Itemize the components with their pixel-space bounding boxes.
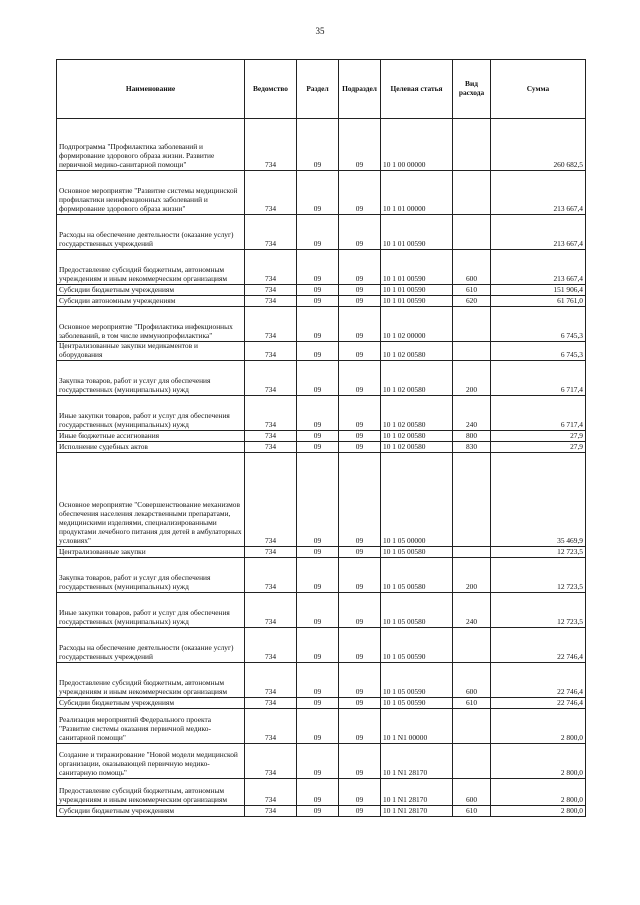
cell-name: Иные закупки товаров, работ и услуг для обеспечения государственных (муниципальных) нужд <box>57 395 245 430</box>
cell-dept: 734 <box>245 592 297 627</box>
cell-target: 10 1 02 00580 <box>381 395 453 430</box>
cell-target: 10 1 01 00590 <box>381 215 453 250</box>
cell-dept: 734 <box>245 342 297 361</box>
cell-name: Централизованные закупки медикаментов и оборудования <box>57 342 245 361</box>
table-row <box>57 627 586 662</box>
cell-section: 09 <box>297 307 339 342</box>
cell-sum: 22 746,4 <box>491 627 586 662</box>
cell-sum: 6 717,4 <box>491 360 586 395</box>
cell-section: 09 <box>297 697 339 708</box>
cell-sum: 2 800,0 <box>491 743 586 778</box>
cell-subsection: 09 <box>339 546 381 557</box>
cell-name: Иные бюджетные ассигнования <box>57 430 245 441</box>
table-row <box>57 743 586 778</box>
table-row <box>57 119 586 171</box>
cell-subsection: 09 <box>339 430 381 441</box>
cell-subsection: 09 <box>339 627 381 662</box>
cell-type <box>453 307 491 342</box>
cell-subsection: 09 <box>339 285 381 296</box>
cell-dept: 734 <box>245 662 297 697</box>
cell-sum: 61 761,0 <box>491 296 586 307</box>
table-row <box>57 307 586 342</box>
cell-subsection: 09 <box>339 395 381 430</box>
cell-dept: 734 <box>245 171 297 215</box>
header-name: Наименование <box>57 60 245 119</box>
cell-target: 10 1 02 00000 <box>381 307 453 342</box>
table-row <box>57 395 586 430</box>
cell-name: Субсидии автономным учреждениям <box>57 296 245 307</box>
cell-dept: 734 <box>245 430 297 441</box>
table-row <box>57 452 586 546</box>
cell-target: 10 1 N1 28170 <box>381 778 453 805</box>
cell-subsection: 09 <box>339 296 381 307</box>
cell-target: 10 1 N1 28170 <box>381 743 453 778</box>
cell-type <box>453 708 491 743</box>
table-row <box>57 430 586 441</box>
cell-section: 09 <box>297 430 339 441</box>
cell-target: 10 1 01 00590 <box>381 285 453 296</box>
header-type: Вид расхода <box>453 60 491 119</box>
cell-type: 240 <box>453 395 491 430</box>
cell-section: 09 <box>297 441 339 452</box>
cell-section: 09 <box>297 708 339 743</box>
cell-name: Иные закупки товаров, работ и услуг для обеспечения государственных (муниципальных) нужд <box>57 592 245 627</box>
cell-sum: 27,9 <box>491 441 586 452</box>
cell-subsection: 09 <box>339 708 381 743</box>
cell-dept: 734 <box>245 215 297 250</box>
cell-sum: 213 667,4 <box>491 250 586 285</box>
cell-dept: 734 <box>245 546 297 557</box>
cell-target: 10 1 02 00580 <box>381 441 453 452</box>
cell-target: 10 1 05 00000 <box>381 452 453 546</box>
cell-sum: 6 745,3 <box>491 307 586 342</box>
cell-name: Подпрограмма "Профилактика заболеваний и формирование здорового образа жизни. Развитие первичной медико-санитарной помощи" <box>57 119 245 171</box>
cell-type <box>453 119 491 171</box>
cell-sum: 22 746,4 <box>491 662 586 697</box>
cell-subsection: 09 <box>339 215 381 250</box>
cell-section: 09 <box>297 743 339 778</box>
cell-dept: 734 <box>245 296 297 307</box>
cell-dept: 734 <box>245 743 297 778</box>
cell-dept: 734 <box>245 441 297 452</box>
cell-subsection: 09 <box>339 119 381 171</box>
cell-name: Предоставление субсидий бюджетным, автономным учреждениям и иным некоммерческим организациям <box>57 778 245 805</box>
cell-name: Предоставление субсидий бюджетным, автономным учреждениям и иным некоммерческим организациям <box>57 662 245 697</box>
cell-target: 10 1 02 00580 <box>381 342 453 361</box>
cell-target: 10 1 02 00580 <box>381 430 453 441</box>
cell-target: 10 1 N1 00000 <box>381 708 453 743</box>
cell-type: 610 <box>453 697 491 708</box>
header-section: Раздел <box>297 60 339 119</box>
page-number: 35 <box>315 26 325 36</box>
cell-type <box>453 627 491 662</box>
cell-section: 09 <box>297 592 339 627</box>
cell-name: Закупка товаров, работ и услуг для обеспечения государственных (муниципальных) нужд <box>57 360 245 395</box>
cell-section: 09 <box>297 627 339 662</box>
cell-type: 200 <box>453 360 491 395</box>
cell-name: Субсидии бюджетным учреждениям <box>57 697 245 708</box>
cell-name: Основное мероприятие "Профилактика инфекционных заболеваний, в том числе иммунопрофилактика" <box>57 307 245 342</box>
table-row <box>57 697 586 708</box>
cell-type <box>453 342 491 361</box>
table-row <box>57 171 586 215</box>
cell-name: Расходы на обеспечение деятельности (оказание услуг) государственных учреждений <box>57 215 245 250</box>
cell-subsection: 09 <box>339 360 381 395</box>
cell-target: 10 1 01 00590 <box>381 296 453 307</box>
cell-target: 10 1 01 00000 <box>381 171 453 215</box>
cell-sum: 12 723,5 <box>491 592 586 627</box>
cell-type: 610 <box>453 805 491 816</box>
cell-type <box>453 215 491 250</box>
cell-target: 10 1 05 00590 <box>381 627 453 662</box>
cell-subsection: 09 <box>339 171 381 215</box>
cell-type: 800 <box>453 430 491 441</box>
cell-type: 200 <box>453 557 491 592</box>
cell-name: Основное мероприятие "Развитие системы медицинской профилактики неинфекционных заболеваний и формирование здорового образа жизни" <box>57 171 245 215</box>
cell-section: 09 <box>297 296 339 307</box>
cell-name: Исполнение судебных актов <box>57 441 245 452</box>
cell-type: 600 <box>453 778 491 805</box>
cell-section: 09 <box>297 285 339 296</box>
cell-section: 09 <box>297 662 339 697</box>
cell-dept: 734 <box>245 557 297 592</box>
cell-sum: 6 745,3 <box>491 342 586 361</box>
cell-dept: 734 <box>245 778 297 805</box>
cell-dept: 734 <box>245 250 297 285</box>
cell-subsection: 09 <box>339 250 381 285</box>
table-row <box>57 285 586 296</box>
table-row <box>57 592 586 627</box>
cell-subsection: 09 <box>339 697 381 708</box>
cell-dept: 734 <box>245 805 297 816</box>
table-body <box>57 119 586 817</box>
cell-sum: 2 800,0 <box>491 805 586 816</box>
cell-type <box>453 171 491 215</box>
cell-sum: 6 717,4 <box>491 395 586 430</box>
cell-section: 09 <box>297 171 339 215</box>
cell-name: Субсидии бюджетным учреждениям <box>57 805 245 816</box>
cell-section: 09 <box>297 557 339 592</box>
cell-name: Предоставление субсидий бюджетным, автономным учреждениям и иным некоммерческим организациям <box>57 250 245 285</box>
cell-subsection: 09 <box>339 592 381 627</box>
cell-section: 09 <box>297 546 339 557</box>
table-row <box>57 441 586 452</box>
cell-subsection: 09 <box>339 805 381 816</box>
cell-dept: 734 <box>245 697 297 708</box>
table-row <box>57 546 586 557</box>
cell-sum: 213 667,4 <box>491 215 586 250</box>
cell-subsection: 09 <box>339 307 381 342</box>
cell-dept: 734 <box>245 360 297 395</box>
cell-dept: 734 <box>245 627 297 662</box>
table-row <box>57 557 586 592</box>
cell-target: 10 1 02 00580 <box>381 360 453 395</box>
cell-name: Основное мероприятие "Совершенствование механизмов обеспечения населения лекарственными препаратами, медицинскими изделиями, специализированными продуктами лечебного питания для детей в амбулаторных условиях" <box>57 452 245 546</box>
cell-name: Расходы на обеспечение деятельности (оказание услуг) государственных учреждений <box>57 627 245 662</box>
cell-target: 10 1 00 00000 <box>381 119 453 171</box>
cell-dept: 734 <box>245 285 297 296</box>
cell-sum: 35 469,9 <box>491 452 586 546</box>
cell-section: 09 <box>297 395 339 430</box>
cell-target: 10 1 05 00580 <box>381 557 453 592</box>
cell-section: 09 <box>297 215 339 250</box>
header-dept: Ведомство <box>245 60 297 119</box>
cell-subsection: 09 <box>339 662 381 697</box>
cell-name: Реализация мероприятий Федерального проекта "Развитие системы оказания первичной медико-санитарной помощи" <box>57 708 245 743</box>
cell-section: 09 <box>297 250 339 285</box>
cell-type: 600 <box>453 662 491 697</box>
cell-type <box>453 546 491 557</box>
cell-subsection: 09 <box>339 342 381 361</box>
cell-sum: 260 682,5 <box>491 119 586 171</box>
cell-type: 830 <box>453 441 491 452</box>
cell-name: Создание и тиражирование "Новой модели медицинской организации, оказывающей первичную медико-санитарную помощь" <box>57 743 245 778</box>
cell-type <box>453 452 491 546</box>
cell-section: 09 <box>297 342 339 361</box>
cell-name: Закупка товаров, работ и услуг для обеспечения государственных (муниципальных) нужд <box>57 557 245 592</box>
cell-type <box>453 743 491 778</box>
header-target: Целевая статья <box>381 60 453 119</box>
cell-target: 10 1 05 00580 <box>381 592 453 627</box>
cell-sum: 22 746,4 <box>491 697 586 708</box>
cell-section: 09 <box>297 452 339 546</box>
cell-target: 10 1 N1 28170 <box>381 805 453 816</box>
cell-section: 09 <box>297 805 339 816</box>
table-row <box>57 662 586 697</box>
table-row <box>57 342 586 361</box>
cell-dept: 734 <box>245 452 297 546</box>
cell-target: 10 1 01 00590 <box>381 250 453 285</box>
budget-table <box>56 59 586 817</box>
cell-sum: 2 800,0 <box>491 778 586 805</box>
cell-target: 10 1 05 00590 <box>381 662 453 697</box>
cell-sum: 151 906,4 <box>491 285 586 296</box>
cell-sum: 12 723,5 <box>491 557 586 592</box>
cell-type: 240 <box>453 592 491 627</box>
cell-section: 09 <box>297 360 339 395</box>
cell-type: 620 <box>453 296 491 307</box>
cell-name: Централизованные закупки <box>57 546 245 557</box>
cell-name: Субсидии бюджетным учреждениям <box>57 285 245 296</box>
table-row <box>57 250 586 285</box>
cell-section: 09 <box>297 119 339 171</box>
cell-dept: 734 <box>245 307 297 342</box>
cell-target: 10 1 05 00580 <box>381 546 453 557</box>
cell-dept: 734 <box>245 708 297 743</box>
cell-sum: 2 800,0 <box>491 708 586 743</box>
cell-section: 09 <box>297 778 339 805</box>
cell-subsection: 09 <box>339 778 381 805</box>
cell-sum: 213 667,4 <box>491 171 586 215</box>
table-row <box>57 778 586 805</box>
cell-subsection: 09 <box>339 743 381 778</box>
table-header <box>57 60 586 119</box>
cell-type: 610 <box>453 285 491 296</box>
header-subsection: Подраздел <box>339 60 381 119</box>
table-row <box>57 215 586 250</box>
cell-subsection: 09 <box>339 557 381 592</box>
table-row <box>57 296 586 307</box>
cell-sum: 12 723,5 <box>491 546 586 557</box>
cell-dept: 734 <box>245 395 297 430</box>
cell-dept: 734 <box>245 119 297 171</box>
cell-type: 600 <box>453 250 491 285</box>
cell-sum: 27,9 <box>491 430 586 441</box>
table-row <box>57 805 586 816</box>
header-sum: Сумма <box>491 60 586 119</box>
cell-subsection: 09 <box>339 452 381 546</box>
cell-subsection: 09 <box>339 441 381 452</box>
table-row <box>57 708 586 743</box>
cell-target: 10 1 05 00590 <box>381 697 453 708</box>
table-row <box>57 360 586 395</box>
